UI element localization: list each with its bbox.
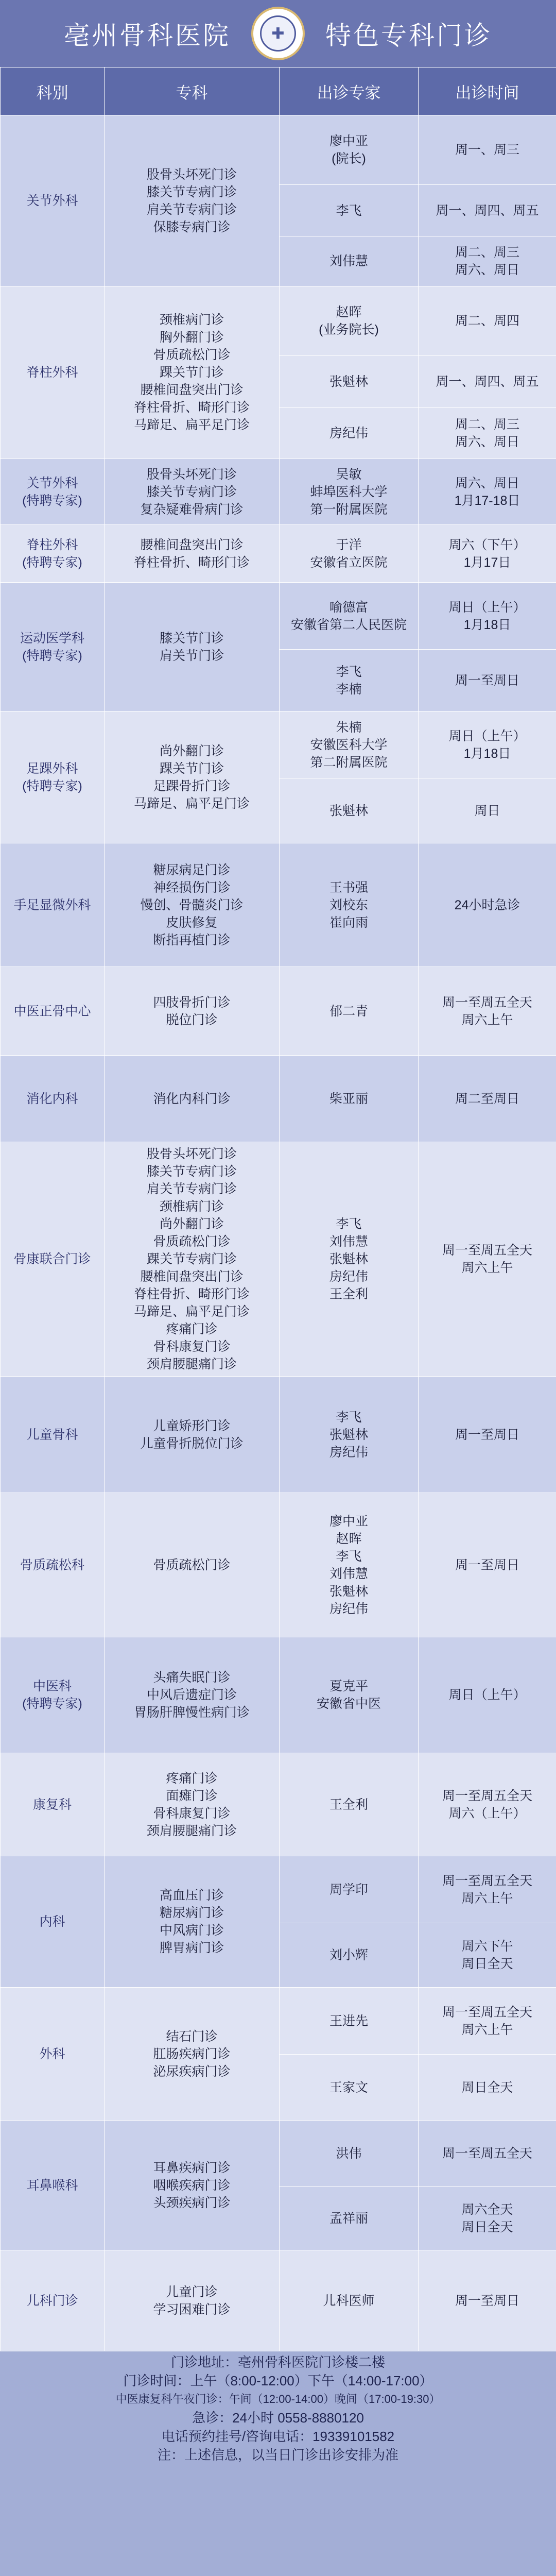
- doctor-cell: 孟祥丽: [280, 2187, 419, 2250]
- specialty-cell: 结石门诊 肛肠疾病门诊 泌尿疾病门诊: [105, 1988, 280, 2121]
- department-cell: 骨质疏松科: [1, 1493, 105, 1637]
- schedule-body: [1, 115, 556, 2351]
- specialty-cell: 四肢骨折门诊 脱位门诊: [105, 967, 280, 1056]
- department-cell: 耳鼻喉科: [1, 2121, 105, 2250]
- schedule-time-cell: 周一至周五全天 周六上午: [419, 1856, 556, 1923]
- table-row: [1, 1493, 556, 1637]
- specialty-cell: 股骨头坏死门诊 膝关节专病门诊 复杂疑难骨病门诊: [105, 459, 280, 525]
- schedule-time-cell: 周日（上午） 1月18日: [419, 711, 556, 778]
- doctor-cell: 张魁林: [280, 778, 419, 843]
- department-cell: 消化内科: [1, 1056, 105, 1142]
- table-row: [1, 711, 556, 778]
- doctor-cell: 赵晖 (业务院长): [280, 286, 419, 356]
- department-cell: 儿童骨科: [1, 1377, 105, 1493]
- schedule-time-cell: 周一至周日: [419, 1493, 556, 1637]
- table-row: [1, 2121, 556, 2187]
- table-row: [1, 1142, 556, 1377]
- schedule-time-cell: 24小时急诊: [419, 843, 556, 967]
- page-title: 特色专科门诊: [325, 21, 492, 50]
- schedule-time-cell: 周一、周四、周五: [419, 356, 556, 408]
- specialty-cell: 股骨头坏死门诊 膝关节专病门诊 肩关节专病门诊 保膝专病门诊: [105, 115, 280, 286]
- schedule-time-cell: 周日（上午）: [419, 1637, 556, 1753]
- table-row: [1, 286, 556, 356]
- doctor-cell: 房纪伟: [280, 408, 419, 459]
- table-row: [1, 1056, 556, 1142]
- table-row: [1, 843, 556, 967]
- schedule-time-cell: 周一、周四、周五: [419, 185, 556, 236]
- specialty-cell: 疼痛门诊 面瘫门诊 骨科康复门诊 颈肩腰腿痛门诊: [105, 1753, 280, 1856]
- schedule-time-cell: 周二至周日: [419, 1056, 556, 1142]
- doctor-cell: 李飞 刘伟慧 张魁林 房纪伟 王全利: [280, 1142, 419, 1377]
- department-cell: 中医正骨中心: [1, 967, 105, 1056]
- doctor-cell: 李飞: [280, 185, 419, 236]
- doctor-cell: 王全利: [280, 1753, 419, 1856]
- specialty-cell: 高血压门诊 糖尿病门诊 中风病门诊 脾胃病门诊: [105, 1856, 280, 1988]
- table-row: [1, 1377, 556, 1493]
- footer-info: [0, 2351, 556, 2466]
- department-cell: 脊柱外科: [1, 286, 105, 459]
- doctor-cell: 张魁林: [280, 356, 419, 408]
- specialty-cell: 骨质疏松门诊: [105, 1493, 280, 1637]
- department-cell: 脊柱外科 (特聘专家): [1, 525, 105, 583]
- department-cell: 外科: [1, 1988, 105, 2121]
- specialty-cell: 颈椎病门诊 胸外翻门诊 骨质疏松门诊 踝关节门诊 腰椎间盘突出门诊 脊柱骨折、畸形门诊 马蹄足、扁平足门诊: [105, 286, 280, 459]
- table-row: [1, 1988, 556, 2055]
- department-cell: 骨康联合门诊: [1, 1142, 105, 1377]
- department-cell: 关节外科: [1, 115, 105, 286]
- department-cell: 内科: [1, 1856, 105, 1988]
- specialty-cell: 尚外翻门诊 踝关节门诊 足踝骨折门诊 马蹄足、扁平足门诊: [105, 711, 280, 843]
- schedule-time-cell: 周六（下午） 1月17日: [419, 525, 556, 583]
- schedule-notice: 注：上述信息，以当日门诊出诊安排为准: [157, 2447, 398, 2463]
- specialty-cell: 腰椎间盘突出门诊 脊柱骨折、畸形门诊: [105, 525, 280, 583]
- table-row: [1, 1856, 556, 1923]
- doctor-cell: 刘小辉: [280, 1923, 419, 1988]
- specialty-cell: 股骨头坏死门诊 膝关节专病门诊 肩关节专病门诊 颈椎病门诊 尚外翻门诊 骨质疏松门诊 踝关节专病门诊 腰椎间盘突出门诊 脊柱骨折、畸形门诊 马蹄足、扁平足门诊 疼痛门诊 骨科康复门诊 颈肩腰腿痛门诊: [105, 1142, 280, 1377]
- schedule-time-cell: 周一至周五全天 周六（上午）: [419, 1753, 556, 1856]
- schedule-time-cell: 周一至周日: [419, 2250, 556, 2351]
- specialty-cell: 儿童矫形门诊 儿童骨折脱位门诊: [105, 1377, 280, 1493]
- specialty-cell: 糖尿病足门诊 神经损伤门诊 慢创、骨髓炎门诊 皮肤修复 断指再植门诊: [105, 843, 280, 967]
- schedule-time-cell: 周一至周日: [419, 1377, 556, 1493]
- schedule-time-cell: 周一至周五全天 周六上午: [419, 1988, 556, 2055]
- specialty-cell: 耳鼻疾病门诊 咽喉疾病门诊 头颈疾病门诊: [105, 2121, 280, 2250]
- hospital-name: 亳州骨科医院: [64, 21, 231, 50]
- schedule-time-cell: 周一、周三: [419, 115, 556, 185]
- doctor-cell: 王家文: [280, 2055, 419, 2121]
- doctor-cell: 夏克平 安徽省中医: [280, 1637, 419, 1753]
- hospital-logo-icon: [251, 7, 305, 60]
- schedule-time-cell: 周日: [419, 778, 556, 843]
- schedule-time-cell: 周一至周日: [419, 650, 556, 711]
- doctor-cell: 王进先: [280, 1988, 419, 2055]
- department-cell: 儿科门诊: [1, 2250, 105, 2351]
- schedule-time-cell: 周六、周日 1月17-18日: [419, 459, 556, 525]
- header-time: 出诊时间: [419, 67, 556, 115]
- table-row: [1, 583, 556, 650]
- doctor-cell: 李飞 张魁林 房纪伟: [280, 1377, 419, 1493]
- table-row: [1, 967, 556, 1056]
- table-row: [1, 115, 556, 185]
- doctor-cell: 儿科医师: [280, 2250, 419, 2351]
- clinic-hours: 门诊时间：上午（8:00-12:00）下午（14:00-17:00）: [123, 2373, 433, 2388]
- doctor-cell: 廖中亚 赵晖 李飞 刘伟慧 张魁林 房纪伟: [280, 1493, 419, 1637]
- doctor-cell: 吴敏 蚌埠医科大学 第一附属医院: [280, 459, 419, 525]
- department-cell: 关节外科 (特聘专家): [1, 459, 105, 525]
- doctor-cell: 廖中亚 (院长): [280, 115, 419, 185]
- specialty-cell: 消化内科门诊: [105, 1056, 280, 1142]
- schedule-time-cell: 周二、周四: [419, 286, 556, 356]
- department-cell: 足踝外科 (特聘专家): [1, 711, 105, 843]
- header-department: 科别: [1, 67, 105, 115]
- doctor-cell: 朱楠 安徽医科大学 第二附属医院: [280, 711, 419, 778]
- header-doctor: 出诊专家: [280, 67, 419, 115]
- table-row: [1, 1637, 556, 1753]
- doctor-cell: 王书强 刘校东 崔向雨: [280, 843, 419, 967]
- schedule-time-cell: 周六下午 周日全天: [419, 1923, 556, 1988]
- doctor-cell: 刘伟慧: [280, 236, 419, 286]
- header-specialty: 专科: [105, 67, 280, 115]
- schedule-time-cell: 周一至周五全天 周六上午: [419, 967, 556, 1056]
- logo-emblem-icon: ✚: [260, 15, 296, 52]
- schedule-time-cell: 周一至周五全天 周六上午: [419, 1142, 556, 1377]
- doctor-cell: 李飞 李楠: [280, 650, 419, 711]
- doctor-cell: 洪伟: [280, 2121, 419, 2187]
- clinic-schedule-table: [0, 67, 556, 2351]
- schedule-time-cell: 周一至周五全天: [419, 2121, 556, 2187]
- page-header: [0, 0, 556, 67]
- specialty-cell: 膝关节门诊 肩关节门诊: [105, 583, 280, 711]
- doctor-cell: 于洋 安徽省立医院: [280, 525, 419, 583]
- doctor-cell: 周学印: [280, 1856, 419, 1923]
- doctor-cell: 郁二青: [280, 967, 419, 1056]
- doctor-cell: 柴亚丽: [280, 1056, 419, 1142]
- schedule-time-cell: 周日（上午） 1月18日: [419, 583, 556, 650]
- tcm-night-hours: 中医康复科午夜门诊：午间（12:00-14:00）晚间（17:00-19:30）: [115, 2393, 441, 2405]
- specialty-cell: 儿童门诊 学习困难门诊: [105, 2250, 280, 2351]
- department-cell: 运动医学科 (特聘专家): [1, 583, 105, 711]
- doctor-cell: 喻德富 安徽省第二人民医院: [280, 583, 419, 650]
- emergency-info: 急诊：24小时 0558-8880120: [192, 2410, 364, 2426]
- department-cell: 康复科: [1, 1753, 105, 1856]
- table-row: [1, 459, 556, 525]
- schedule-time-cell: 周六全天 周日全天: [419, 2187, 556, 2250]
- specialty-cell: 头痛失眠门诊 中风后遗症门诊 胃肠肝脾慢性病门诊: [105, 1637, 280, 1753]
- department-cell: 中医科 (特聘专家): [1, 1637, 105, 1753]
- schedule-time-cell: 周二、周三 周六、周日: [419, 236, 556, 286]
- clinic-address: 门诊地址：亳州骨科医院门诊楼二楼: [170, 2354, 385, 2370]
- schedule-time-cell: 周二、周三 周六、周日: [419, 408, 556, 459]
- booking-phone: 电话预约挂号/咨询电话：19339101582: [161, 2429, 395, 2444]
- department-cell: 手足显微外科: [1, 843, 105, 967]
- table-row: [1, 1753, 556, 1856]
- table-row: [1, 525, 556, 583]
- table-row: [1, 2250, 556, 2351]
- schedule-time-cell: 周日全天: [419, 2055, 556, 2121]
- table-header-row: [1, 67, 556, 115]
